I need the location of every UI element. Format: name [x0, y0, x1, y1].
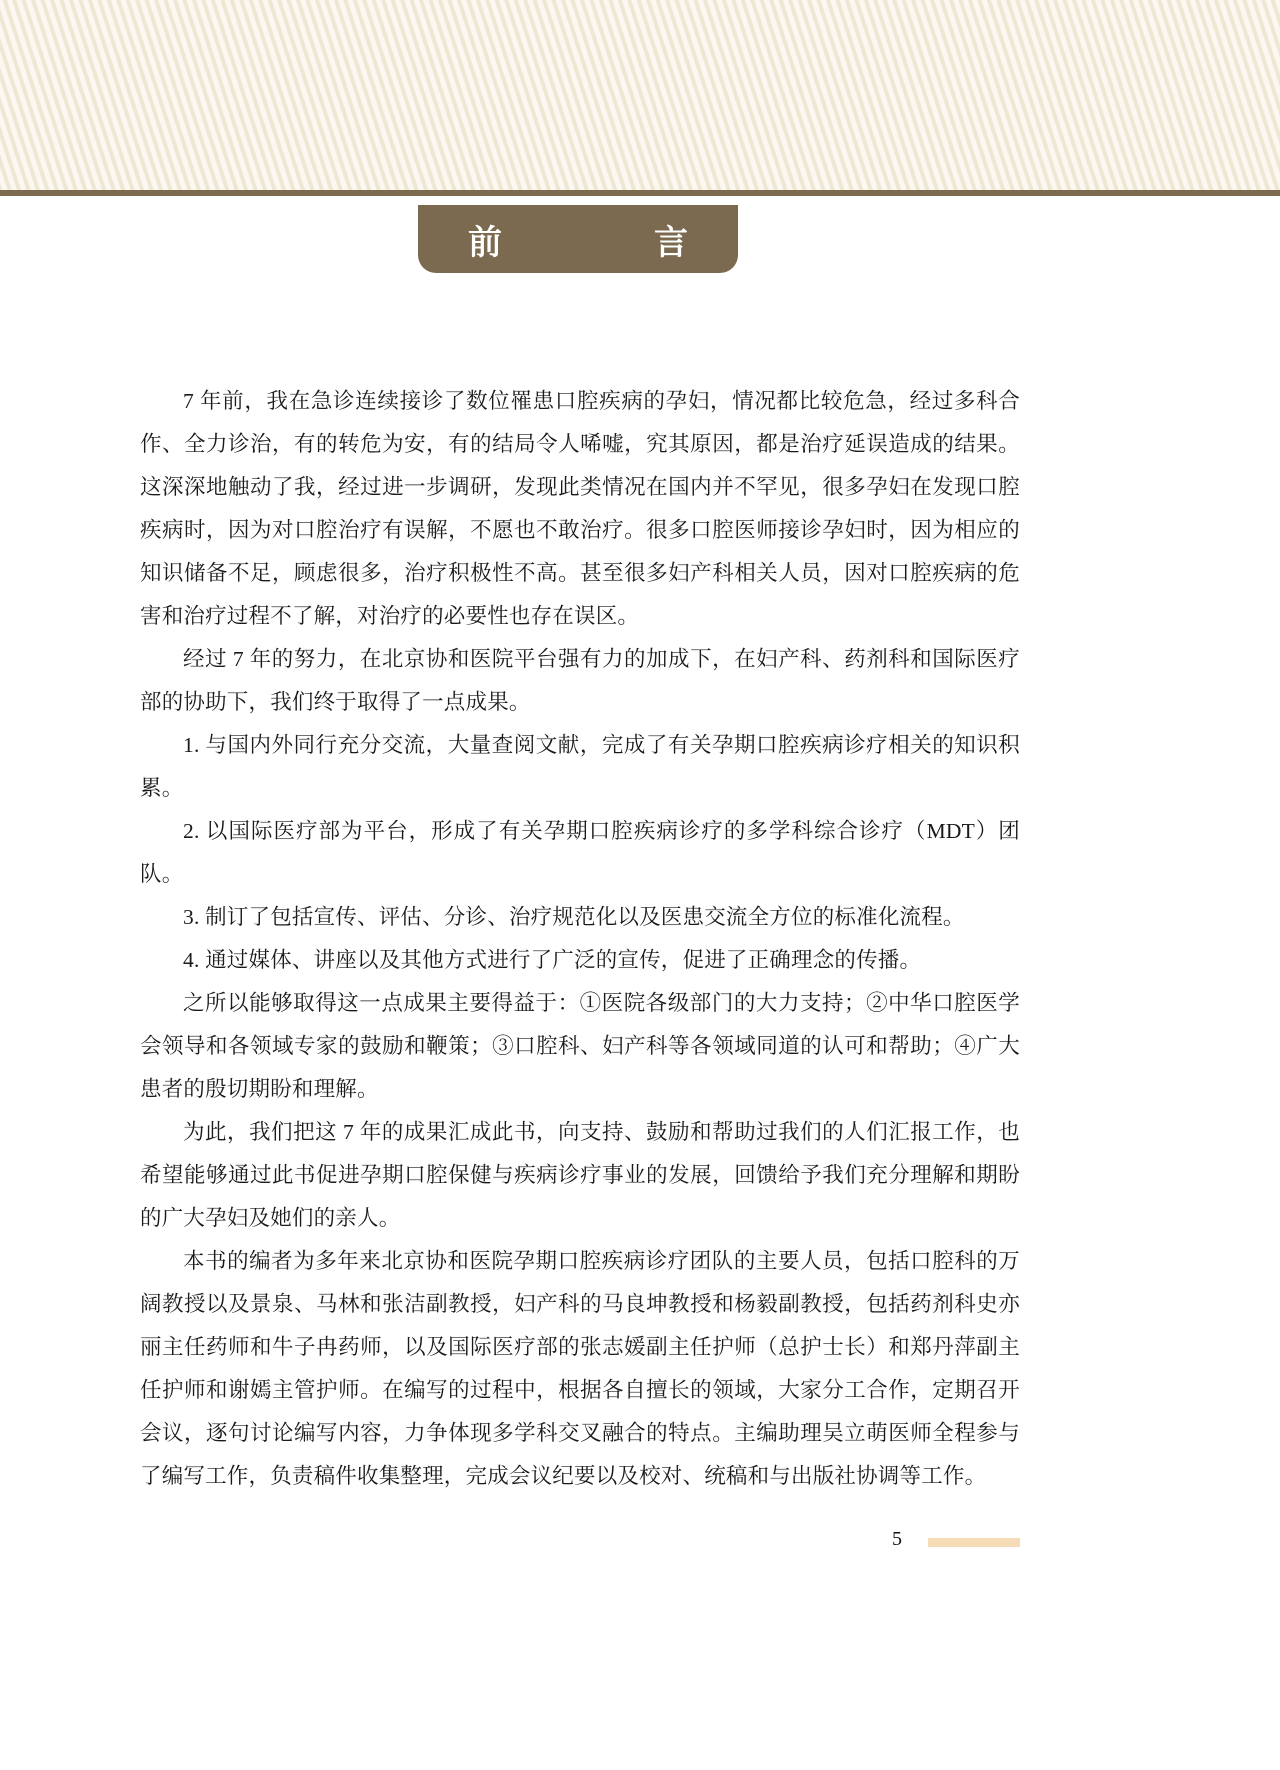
- page-number: 5: [892, 1528, 902, 1550]
- page-title-plaque: [418, 205, 738, 273]
- paragraph: 2. 以国际医疗部为平台，形成了有关孕期口腔疾病诊疗的多学科综合诊疗（MDT）团队。: [140, 819, 1020, 886]
- page-footer: [140, 1528, 1020, 1554]
- footer-rule: [928, 1538, 1020, 1547]
- paragraph: 本书的编者为多年来北京协和医院孕期口腔疾病诊疗团队的主要人员，包括口腔科的万阔教授以及景泉、马林和张洁副教授，妇产科的马良坤教授和杨毅副教授，包括药剂科史亦丽主任药师和牛子冉药师，以及国际医疗部的张志媛副主任护师（总护士长）和郑丹萍副主任护师和谢嫣主管护师。在编写的过程中，根据各自擅长的领域，大家分工合作，定期召开会议，逐句讨论编写内容，力争体现多学科交叉融合的特点。主编助理吴立萌医师全程参与了编写工作，负责稿件收集整理，完成会议纪要以及校对、统稿和与出版社协调等工作。: [140, 1249, 1020, 1488]
- decorative-top-band: [0, 0, 1280, 196]
- page-title: 前 言: [468, 222, 716, 263]
- paragraph: 1. 与国内外同行充分交流，大量查阅文献，完成了有关孕期口腔疾病诊疗相关的知识积累。: [140, 733, 1020, 800]
- top-band-edge-inner: [0, 196, 1280, 199]
- paragraph: 之所以能够取得这一点成果主要得益于：①医院各级部门的大力支持；②中华口腔医学会领导和各领域专家的鼓励和鞭策；③口腔科、妇产科等各领域同道的认可和帮助；④广大患者的殷切期盼和理解。: [140, 991, 1020, 1101]
- paragraph: 为此，我们把这 7 年的成果汇成此书，向支持、鼓励和帮助过我们的人们汇报工作，也希望能够通过此书促进孕期口腔保健与疾病诊疗事业的发展，回馈给予我们充分理解和期盼的广大孕妇及她们的亲人。: [140, 1120, 1020, 1230]
- paragraph: 经过 7 年的努力，在北京协和医院平台强有力的加成下，在妇产科、药剂科和国际医疗部的协助下，我们终于取得了一点成果。: [140, 647, 1020, 714]
- paragraph: 3. 制订了包括宣传、评估、分诊、治疗规范化以及医患交流全方位的标准化流程。: [183, 905, 965, 929]
- preface-body: [140, 380, 1020, 1498]
- paragraph: 7 年前，我在急诊连续接诊了数位罹患口腔疾病的孕妇，情况都比较危急，经过多科合作、全力诊治，有的转危为安，有的结局令人唏嘘，究其原因，都是治疗延误造成的结果。这深深地触动了我，经过进一步调研，发现此类情况在国内并不罕见，很多孕妇在发现口腔疾病时，因为对口腔治疗有误解，不愿也不敢治疗。很多口腔医师接诊孕妇时，因为相应的知识储备不足，顾虑很多，治疗积极性不高。甚至很多妇产科相关人员，因对口腔疾病的危害和治疗过程不了解，对治疗的必要性也存在误区。: [140, 389, 1020, 628]
- paragraph: 4. 通过媒体、讲座以及其他方式进行了广泛的宣传，促进了正确理念的传播。: [183, 948, 922, 972]
